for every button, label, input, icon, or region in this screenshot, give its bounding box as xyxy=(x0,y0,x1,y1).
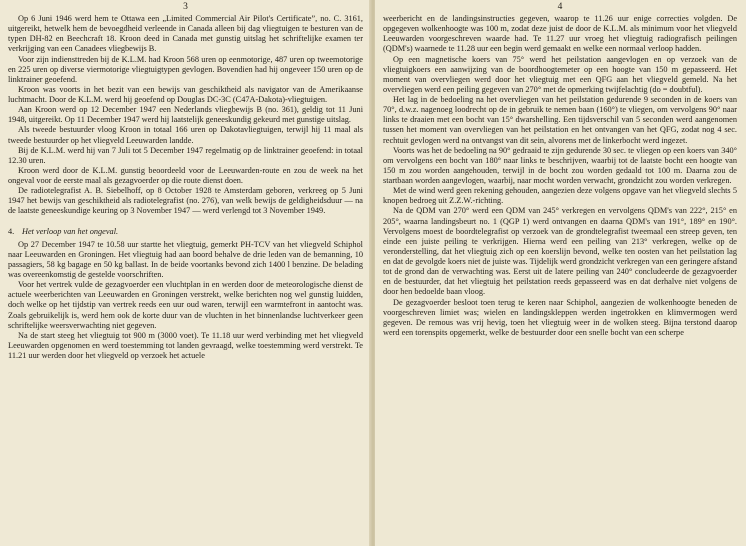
paragraph: Op 27 December 1947 te 10.58 uur startte het vliegtuig, gemerkt PH-TCV van het vliegveld Schiphol naar Leeuwarden en Groningen. Het vliegtuig had aan boord behalve de drie leden van de bemanning, 10 passagiers, 58 kg bagage en 50 kg ballast. In de beide voortanks bevond zich 1400 l benzine. De belading was overeenkomstig de gestelde voorschriften. xyxy=(8,239,363,279)
paragraph: Kroon was voorts in het bezit van een bewijs van geschiktheid als navigator van de Amerikaanse luchtmacht. Door de K.L.M. werd hij geoefend op Douglas DC-3C (C47A-Dakota)-vliegtuigen. xyxy=(8,84,363,104)
paragraph: weerbericht en de landingsinstructies gegeven, waarop te 11.26 uur enige correcties volgden. De opgegeven wolkenhoogte was 100 m, zodat deze juist de door de K.L.M. als minimum voor het vliegveld Leeuwarden voorgeschreven waarde had. Te 11.27 uur vroeg het vliegtuig radiografisch peilingen (QDM's) waarnede te 11.28 uur een begin werd gemaakt en welke een normaal verloop hadden. xyxy=(383,14,737,54)
paragraph: Bij de K.L.M. werd hij van 7 Juli tot 5 December 1947 regelmatig op de linktrainer geoefend: in totaal 12.30 uren. xyxy=(8,145,363,165)
paragraph: Kroon werd door de K.L.M. gunstig beoordeeld voor de Leeuwarden-route en zou de week na het ongeval voor de eerste maal als gezagvoerder op die route dienst doen. xyxy=(8,165,363,185)
paragraph: Voor zijn indiensttreden bij de K.L.M. had Kroon 568 uren op eenmotorige, 487 uren op tweemotorige en 225 uren op diverse viermotorige vliegtuigtypen gevlogen. Bovendien had hij ongeveer 150 uren op de linktrainer geoefend. xyxy=(8,54,363,84)
paragraph: Met de wind werd geen rekening gehouden, aangezien deze volgens opgave van het vliegveld slechts 5 knopen bedroeg uit Z.Z.W.-richting. xyxy=(383,186,737,206)
section-title: Het verloop van het ongeval. xyxy=(22,226,119,236)
page-number: 4 xyxy=(557,2,563,12)
right-page-text xyxy=(383,14,737,338)
paragraph: Na de QDM van 270° werd een QDM van 245° verkregen en vervolgens QDM's van 222°, 215° en 205°, waarna landingsbeurt no. 1 (QGP 1) werd ontvangen en daarna QDM's van 191°, 189° en 190°. Vervolgens moest de boordtelegrafist op verzoek van de grondtelegrafist tweemaal een streep geven, ten einde een juiste peiling te verkrijgen. Hierna werd een peiling van 213° verkregen, welke op de veronderstelling, dat het vliegtuig zich op een koerslijn bevond, welke ten oosten van het peilstation lag en dat de gevolgde koers niet de juiste was. Tijdelijk werd grondzicht verkregen van een geringere afstand tot de grond dan de verwachting was. Eerst uit de latere peiling van 240° concludeerde de gezagvoerder en de bestuurder, dat het vliegtuig het peilstation reeds gepasseerd was en dat derhalve niet volgens de door hen bedoelde baan vloog. xyxy=(383,206,737,297)
paragraph: Aan Kroon werd op 12 December 1947 een Nederlands vliegbewijs B (no. 361), geldig tot 11 Juni 1948, uitgereikt. Op 11 December 1947 werd hij laatstelijk geneeskundig gekeurd met gunstige uitslag. xyxy=(8,105,363,125)
paragraph: De radiotelegrafist A. B. Siebelhoff, op 8 October 1928 te Amsterdam geboren, verkreeg op 5 Juni 1947 het bewijs van geschiktheid als radiotelegrafist (no. 276), van welk bewijs de geldigheidsduur — na de laatste geneeskundige keuring op 3 November 1947 — werd verlengd tot 3 November 1949. xyxy=(8,186,363,216)
paragraph: Na de start steeg het vliegtuig tot 900 m (3000 voet). Te 11.18 uur werd verbinding met het vliegveld Leeuwarden opgenomen en werd toestemming tot landen gevraagd, welke toestemming werd verstrekt. Te 11.21 uur werden door het vliegveld op verzoek het actuele xyxy=(8,330,363,360)
section-number: 4. xyxy=(8,226,15,236)
paragraph: Het lag in de bedoeling na het overvliegen van het peilstation gedurende 9 seconden in de koers van 70°, d.w.z. nagenoeg loodrecht op de in gebruik te nemen baan (160°) te vliegen, om vervolgens 90° naar links te draaien met een bocht van 15° dwarshelling. Een tijdsverschil van 5 seconden werd aangenomen tussen het moment van overvliegen van het peilstation en het ontvangen van het QFG, zodat nog 4 sec. rechtuit gevlogen werd na ontvangst van dit sein, alvorens met de linkerbocht werd ingezet. xyxy=(383,95,737,145)
left-paragraphs-after xyxy=(8,240,363,362)
paragraph: Voorts was het de bedoeling na 90° gedraaid te zijn gedurende 30 sec. te vliegen op een koers van 340° om vervolgens een bocht van 180° naar links te beschrijven, waarbij tot de laatste bocht een hoogte van 150 m zou worden aangehouden, terwijl in de bocht zou worden gedaald tot 100 m. Daarna zou de startbaan worden aangevlogen, waarbij, naar mocht worden verwacht, grondzicht zou worden verkregen. xyxy=(383,145,737,185)
paragraph: Als tweede bestuurder vloog Kroon in totaal 166 uren op Dakotavliegtuigen, terwijl hij 11 maal als tweede bestuurder op het vliegveld Leeuwarden landde. xyxy=(8,125,363,145)
left-paragraphs-before xyxy=(8,14,363,217)
paragraph: Op een magnetische koers van 75° werd het peilstation aangevlogen en op verzoek van de vliegtuigkoers een aanwijzing van de boordhoogtemeter op een hoogte van 150 m gepasseerd. Het moment van overvliegen werd door het vliegtuig met een QFG aan het vliegveld gemeld. Na het overvliegen werd een peiling gegeven van 270° met de opmerking twijfelachtig (do = doubtful). xyxy=(383,54,737,94)
paragraph: Voor het vertrek vulde de gezagvoerder een vluchtplan in en werden door de meteorologische dienst de actuele weerberichten van Leeuwarden en Groningen verstrekt, welke berichten nog wel gunstig luidden, doch welke op het tijdstip van vertrek reeds een uur oud waren, terwijl een warmtefront in aantocht was. Zoals gebruikelijk is, werd hem ook de korte duur van de vluchten in het binnenlandse luchtverkeer geen schriftelijke weersverwachting niet gegeven. xyxy=(8,280,363,330)
right-page xyxy=(375,0,746,546)
paragraph: De gezagvoerder besloot toen terug te keren naar Schiphol, aangezien de wolkenhoogte beneden de voorgeschreven limiet was; wielen en landingskleppen werden ingetrokken en klimvermogen werd gegeven. De remous was vrij hevig, toen het vliegtuig weer in de wolken steeg. Bijna terstond daarop werd een torenspits opgemerkt, welke de bestuurder door een snelle bocht van een scherpe xyxy=(383,297,737,337)
page-number: 3 xyxy=(183,2,188,12)
section-heading xyxy=(8,227,363,237)
left-page xyxy=(0,0,371,546)
paragraph: Op 6 Juni 1946 werd hem te Ottawa een „Limited Commercial Air Pilot's Certificate”, no. C. 3161, uitgereikt, hetwelk hem de bevoegdheid verleende in Canada alleen bij dag vliegtuigen te besturen van de typen DH-82 en Beechcraft 18. Kroon deed in Canada met gunstig uitslag het schriftelijke examen ter verkrijging van een Canadees vliegbewijs B. xyxy=(8,14,363,54)
left-page-text xyxy=(8,14,363,361)
